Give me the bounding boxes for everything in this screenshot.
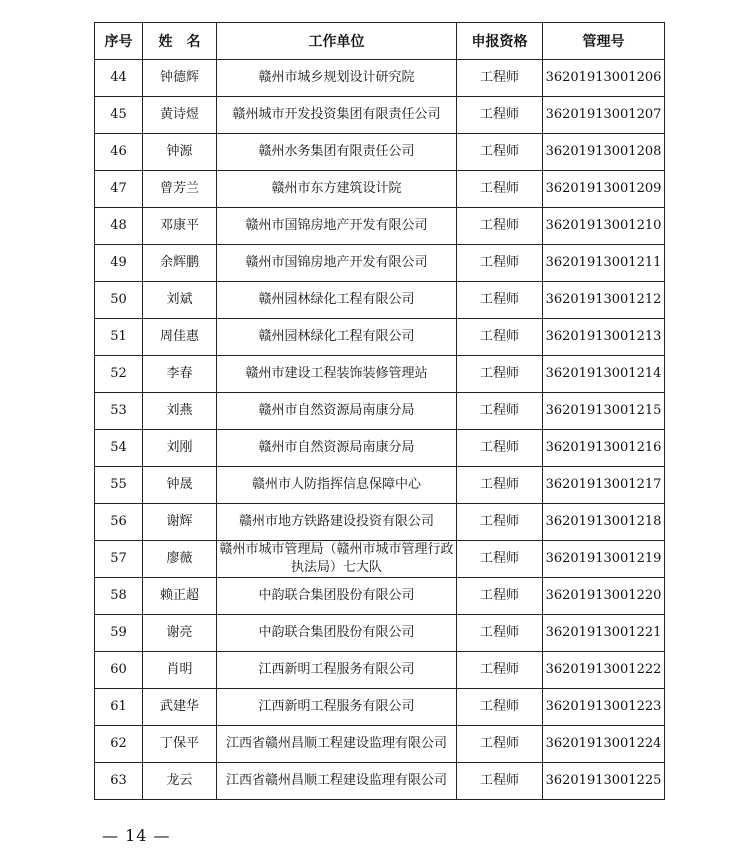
table-row <box>95 171 665 208</box>
cell-serial: 59 <box>95 615 143 652</box>
cell-name: 谢亮 <box>143 615 217 652</box>
cell-management-id: 36201913001215 <box>543 393 665 430</box>
cell-name: 丁保平 <box>143 726 217 763</box>
cell-employer: 赣州市建设工程装饰装修管理站 <box>217 356 457 393</box>
table-header-row <box>95 23 665 60</box>
cell-management-id: 36201913001218 <box>543 504 665 541</box>
cell-employer: 江西新明工程服务有限公司 <box>217 652 457 689</box>
cell-employer: 赣州市自然资源局南康分局 <box>217 430 457 467</box>
roster-table <box>94 22 665 800</box>
table-row <box>95 615 665 652</box>
cell-management-id: 36201913001207 <box>543 97 665 134</box>
table-body <box>95 60 665 800</box>
cell-qualification: 工程师 <box>457 726 543 763</box>
table-row <box>95 430 665 467</box>
cell-qualification: 工程师 <box>457 763 543 800</box>
table-row <box>95 763 665 800</box>
table-row <box>95 652 665 689</box>
cell-management-id: 36201913001216 <box>543 430 665 467</box>
cell-qualification: 工程师 <box>457 430 543 467</box>
cell-management-id: 36201913001210 <box>543 208 665 245</box>
cell-qualification: 工程师 <box>457 615 543 652</box>
cell-serial: 54 <box>95 430 143 467</box>
cell-employer: 赣州市城市管理局（赣州市城市管理行政执法局）七大队 <box>217 541 457 578</box>
cell-name: 赖正超 <box>143 578 217 615</box>
cell-serial: 62 <box>95 726 143 763</box>
cell-qualification: 工程师 <box>457 356 543 393</box>
cell-qualification: 工程师 <box>457 245 543 282</box>
cell-name: 武建华 <box>143 689 217 726</box>
cell-serial: 45 <box>95 97 143 134</box>
cell-management-id: 36201913001221 <box>543 615 665 652</box>
cell-employer: 赣州市城乡规划设计研究院 <box>217 60 457 97</box>
cell-management-id: 36201913001206 <box>543 60 665 97</box>
cell-serial: 47 <box>95 171 143 208</box>
cell-serial: 53 <box>95 393 143 430</box>
cell-qualification: 工程师 <box>457 578 543 615</box>
cell-management-id: 36201913001219 <box>543 541 665 578</box>
cell-serial: 51 <box>95 319 143 356</box>
cell-name: 钟源 <box>143 134 217 171</box>
cell-employer: 中韵联合集团股份有限公司 <box>217 578 457 615</box>
header-qualification: 申报资格 <box>457 23 543 60</box>
table-row <box>95 504 665 541</box>
cell-serial: 46 <box>95 134 143 171</box>
cell-serial: 52 <box>95 356 143 393</box>
cell-management-id: 36201913001213 <box>543 319 665 356</box>
table-row <box>95 541 665 578</box>
cell-qualification: 工程师 <box>457 60 543 97</box>
cell-employer: 赣州市人防指挥信息保障中心 <box>217 467 457 504</box>
cell-serial: 56 <box>95 504 143 541</box>
cell-employer: 江西省赣州昌顺工程建设监理有限公司 <box>217 726 457 763</box>
cell-employer: 赣州园林绿化工程有限公司 <box>217 282 457 319</box>
cell-qualification: 工程师 <box>457 393 543 430</box>
table-row <box>95 60 665 97</box>
cell-employer: 赣州水务集团有限责任公司 <box>217 134 457 171</box>
cell-name: 钟德辉 <box>143 60 217 97</box>
cell-name: 刘刚 <box>143 430 217 467</box>
header-serial: 序号 <box>95 23 143 60</box>
cell-name: 李春 <box>143 356 217 393</box>
cell-name: 龙云 <box>143 763 217 800</box>
cell-management-id: 36201913001224 <box>543 726 665 763</box>
cell-employer: 赣州市东方建筑设计院 <box>217 171 457 208</box>
cell-serial: 61 <box>95 689 143 726</box>
cell-name: 黄诗煜 <box>143 97 217 134</box>
table-row <box>95 282 665 319</box>
cell-name: 谢辉 <box>143 504 217 541</box>
cell-qualification: 工程师 <box>457 652 543 689</box>
cell-qualification: 工程师 <box>457 541 543 578</box>
table-row <box>95 726 665 763</box>
cell-management-id: 36201913001211 <box>543 245 665 282</box>
cell-management-id: 36201913001214 <box>543 356 665 393</box>
table-row <box>95 319 665 356</box>
cell-name: 钟晟 <box>143 467 217 504</box>
cell-management-id: 36201913001212 <box>543 282 665 319</box>
cell-management-id: 36201913001223 <box>543 689 665 726</box>
cell-serial: 60 <box>95 652 143 689</box>
cell-employer: 江西省赣州昌顺工程建设监理有限公司 <box>217 763 457 800</box>
cell-serial: 58 <box>95 578 143 615</box>
cell-employer: 江西新明工程服务有限公司 <box>217 689 457 726</box>
cell-qualification: 工程师 <box>457 467 543 504</box>
cell-management-id: 36201913001222 <box>543 652 665 689</box>
header-management-id: 管理号 <box>543 23 665 60</box>
cell-name: 余辉鹏 <box>143 245 217 282</box>
table-row <box>95 245 665 282</box>
cell-name: 刘燕 <box>143 393 217 430</box>
table-row <box>95 356 665 393</box>
cell-management-id: 36201913001220 <box>543 578 665 615</box>
cell-employer: 赣州市自然资源局南康分局 <box>217 393 457 430</box>
table-row <box>95 208 665 245</box>
cell-name: 曾芳兰 <box>143 171 217 208</box>
page-number: — 14 — <box>102 826 171 845</box>
cell-management-id: 36201913001209 <box>543 171 665 208</box>
cell-serial: 50 <box>95 282 143 319</box>
cell-serial: 49 <box>95 245 143 282</box>
cell-management-id: 36201913001225 <box>543 763 665 800</box>
table-row <box>95 134 665 171</box>
table-row <box>95 97 665 134</box>
table-row <box>95 467 665 504</box>
header-name: 姓 名 <box>143 23 217 60</box>
cell-name: 周佳惠 <box>143 319 217 356</box>
cell-employer: 赣州市地方铁路建设投资有限公司 <box>217 504 457 541</box>
roster-table-container <box>94 22 665 800</box>
cell-serial: 55 <box>95 467 143 504</box>
cell-management-id: 36201913001208 <box>543 134 665 171</box>
table-row <box>95 689 665 726</box>
cell-serial: 44 <box>95 60 143 97</box>
cell-serial: 57 <box>95 541 143 578</box>
cell-qualification: 工程师 <box>457 689 543 726</box>
cell-qualification: 工程师 <box>457 171 543 208</box>
cell-name: 肖明 <box>143 652 217 689</box>
cell-name: 刘斌 <box>143 282 217 319</box>
cell-name: 廖薇 <box>143 541 217 578</box>
cell-employer: 赣州市国锦房地产开发有限公司 <box>217 208 457 245</box>
cell-serial: 63 <box>95 763 143 800</box>
cell-qualification: 工程师 <box>457 208 543 245</box>
table-row <box>95 393 665 430</box>
cell-management-id: 36201913001217 <box>543 467 665 504</box>
cell-qualification: 工程师 <box>457 134 543 171</box>
table-row <box>95 578 665 615</box>
header-employer: 工作单位 <box>217 23 457 60</box>
cell-qualification: 工程师 <box>457 97 543 134</box>
cell-name: 邓康平 <box>143 208 217 245</box>
cell-serial: 48 <box>95 208 143 245</box>
cell-employer: 赣州园林绿化工程有限公司 <box>217 319 457 356</box>
cell-employer: 赣州城市开发投资集团有限责任公司 <box>217 97 457 134</box>
cell-qualification: 工程师 <box>457 282 543 319</box>
cell-qualification: 工程师 <box>457 504 543 541</box>
cell-employer: 赣州市国锦房地产开发有限公司 <box>217 245 457 282</box>
cell-qualification: 工程师 <box>457 319 543 356</box>
cell-employer: 中韵联合集团股份有限公司 <box>217 615 457 652</box>
